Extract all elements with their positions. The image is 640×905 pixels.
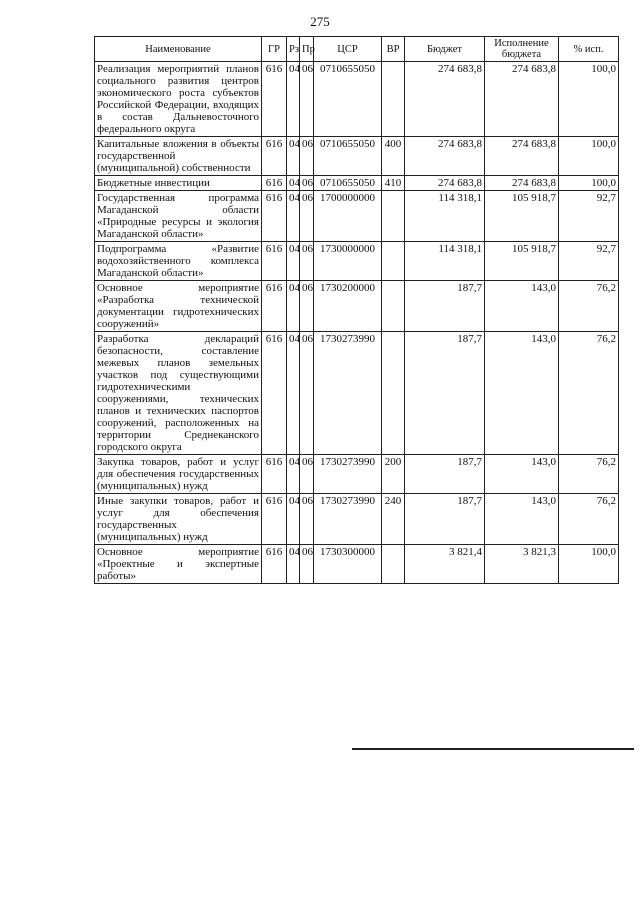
row-vr: 400 <box>382 137 405 176</box>
table-row <box>95 455 619 494</box>
row-execution: 143,0 <box>485 455 559 494</box>
header-budget: Бюджет <box>405 37 485 62</box>
row-csr: 1730273990 <box>314 494 382 545</box>
row-budget: 187,7 <box>405 494 485 545</box>
row-pr: 06 <box>300 191 314 242</box>
row-vr: 200 <box>382 455 405 494</box>
row-vr <box>382 332 405 455</box>
table-header-row <box>95 37 619 62</box>
row-rz: 04 <box>287 281 300 332</box>
row-percent: 100,0 <box>559 545 619 584</box>
row-csr: 1730273990 <box>314 455 382 494</box>
row-budget: 274 683,8 <box>405 176 485 191</box>
row-budget: 187,7 <box>405 455 485 494</box>
row-rz: 04 <box>287 176 300 191</box>
row-rz: 04 <box>287 242 300 281</box>
row-pr: 06 <box>300 332 314 455</box>
row-pr: 06 <box>300 545 314 584</box>
header-execution: Исполнение бюджета <box>485 37 559 62</box>
row-percent: 92,7 <box>559 191 619 242</box>
row-vr <box>382 281 405 332</box>
row-vr: 410 <box>382 176 405 191</box>
row-pr: 06 <box>300 176 314 191</box>
row-rz: 04 <box>287 494 300 545</box>
row-csr: 1700000000 <box>314 191 382 242</box>
table-row <box>95 176 619 191</box>
table-row <box>95 191 619 242</box>
table-row <box>95 332 619 455</box>
row-percent: 92,7 <box>559 242 619 281</box>
row-percent: 76,2 <box>559 281 619 332</box>
budget-table <box>94 36 619 584</box>
row-execution: 274 683,8 <box>485 137 559 176</box>
row-gr: 616 <box>262 242 287 281</box>
row-execution: 105 918,7 <box>485 242 559 281</box>
row-execution: 143,0 <box>485 494 559 545</box>
row-execution: 274 683,8 <box>485 176 559 191</box>
row-percent: 100,0 <box>559 137 619 176</box>
header-percent: % исп. <box>559 37 619 62</box>
row-percent: 76,2 <box>559 332 619 455</box>
header-name: Наименование <box>95 37 262 62</box>
row-pr: 06 <box>300 281 314 332</box>
row-rz: 04 <box>287 332 300 455</box>
row-execution: 3 821,3 <box>485 545 559 584</box>
row-pr: 06 <box>300 455 314 494</box>
row-gr: 616 <box>262 191 287 242</box>
row-vr <box>382 242 405 281</box>
row-csr: 0710655050 <box>314 137 382 176</box>
row-gr: 616 <box>262 545 287 584</box>
row-gr: 616 <box>262 455 287 494</box>
row-pr: 06 <box>300 242 314 281</box>
header-csr: ЦСР <box>314 37 382 62</box>
row-percent: 76,2 <box>559 494 619 545</box>
row-gr: 616 <box>262 494 287 545</box>
table-row <box>95 494 619 545</box>
row-pr: 06 <box>300 62 314 137</box>
row-name: Реализация мероприятий планов социального развития центров экономического роста субъектов Российской Федерации, входящих в состав Дальневосточного федерального округа <box>95 62 262 137</box>
header-vr: ВР <box>382 37 405 62</box>
row-name: Основное мероприятие «Разработка технической документации гидротехнических сооружений» <box>95 281 262 332</box>
row-percent: 76,2 <box>559 455 619 494</box>
row-vr <box>382 545 405 584</box>
table-row <box>95 62 619 137</box>
row-csr: 0710655050 <box>314 62 382 137</box>
row-budget: 274 683,8 <box>405 62 485 137</box>
row-gr: 616 <box>262 176 287 191</box>
row-csr: 1730300000 <box>314 545 382 584</box>
row-gr: 616 <box>262 332 287 455</box>
row-execution: 274 683,8 <box>485 62 559 137</box>
table-row <box>95 545 619 584</box>
header-rz: Рз <box>287 37 300 62</box>
row-name: Иные закупки товаров, работ и услуг для обеспечения государственных (муниципальных) нужд <box>95 494 262 545</box>
row-vr <box>382 62 405 137</box>
row-execution: 105 918,7 <box>485 191 559 242</box>
row-gr: 616 <box>262 137 287 176</box>
page-number: 275 <box>310 14 330 29</box>
row-execution: 143,0 <box>485 281 559 332</box>
row-name: Бюджетные инвестиции <box>95 176 262 191</box>
row-rz: 04 <box>287 191 300 242</box>
row-rz: 04 <box>287 455 300 494</box>
header-gr: ГР <box>262 37 287 62</box>
row-gr: 616 <box>262 62 287 137</box>
row-vr <box>382 191 405 242</box>
row-rz: 04 <box>287 62 300 137</box>
row-csr: 1730273990 <box>314 332 382 455</box>
row-csr: 1730000000 <box>314 242 382 281</box>
row-pr: 06 <box>300 137 314 176</box>
row-percent: 100,0 <box>559 176 619 191</box>
row-name: Закупка товаров, работ и услуг для обеспечения государственных (муниципальных) нужд <box>95 455 262 494</box>
row-pr: 06 <box>300 494 314 545</box>
row-rz: 04 <box>287 137 300 176</box>
row-csr: 1730200000 <box>314 281 382 332</box>
row-rz: 04 <box>287 545 300 584</box>
row-gr: 616 <box>262 281 287 332</box>
row-name: Разработка деклараций безопасности, составление межевых планов земельных участков под существующими гидротехническими сооружениями, технических планов и технических паспортов сооружений, расположенных на территории Среднеканского городского округа <box>95 332 262 455</box>
row-budget: 187,7 <box>405 281 485 332</box>
row-name: Основное мероприятие «Проектные и экспертные работы» <box>95 545 262 584</box>
row-budget: 114 318,1 <box>405 191 485 242</box>
header-pr: Пр <box>300 37 314 62</box>
table-row <box>95 281 619 332</box>
row-execution: 143,0 <box>485 332 559 455</box>
row-name: Капитальные вложения в объекты государственной (муниципальной) собственности <box>95 137 262 176</box>
table-row <box>95 137 619 176</box>
row-budget: 3 821,4 <box>405 545 485 584</box>
row-percent: 100,0 <box>559 62 619 137</box>
footer-divider <box>352 748 634 750</box>
row-budget: 187,7 <box>405 332 485 455</box>
row-budget: 274 683,8 <box>405 137 485 176</box>
table-row <box>95 242 619 281</box>
row-name: Государственная программа Магаданской области «Природные ресурсы и экология Магаданской области» <box>95 191 262 242</box>
row-name: Подпрограмма «Развитие водохозяйственного комплекса Магаданской области» <box>95 242 262 281</box>
row-csr: 0710655050 <box>314 176 382 191</box>
row-budget: 114 318,1 <box>405 242 485 281</box>
row-vr: 240 <box>382 494 405 545</box>
